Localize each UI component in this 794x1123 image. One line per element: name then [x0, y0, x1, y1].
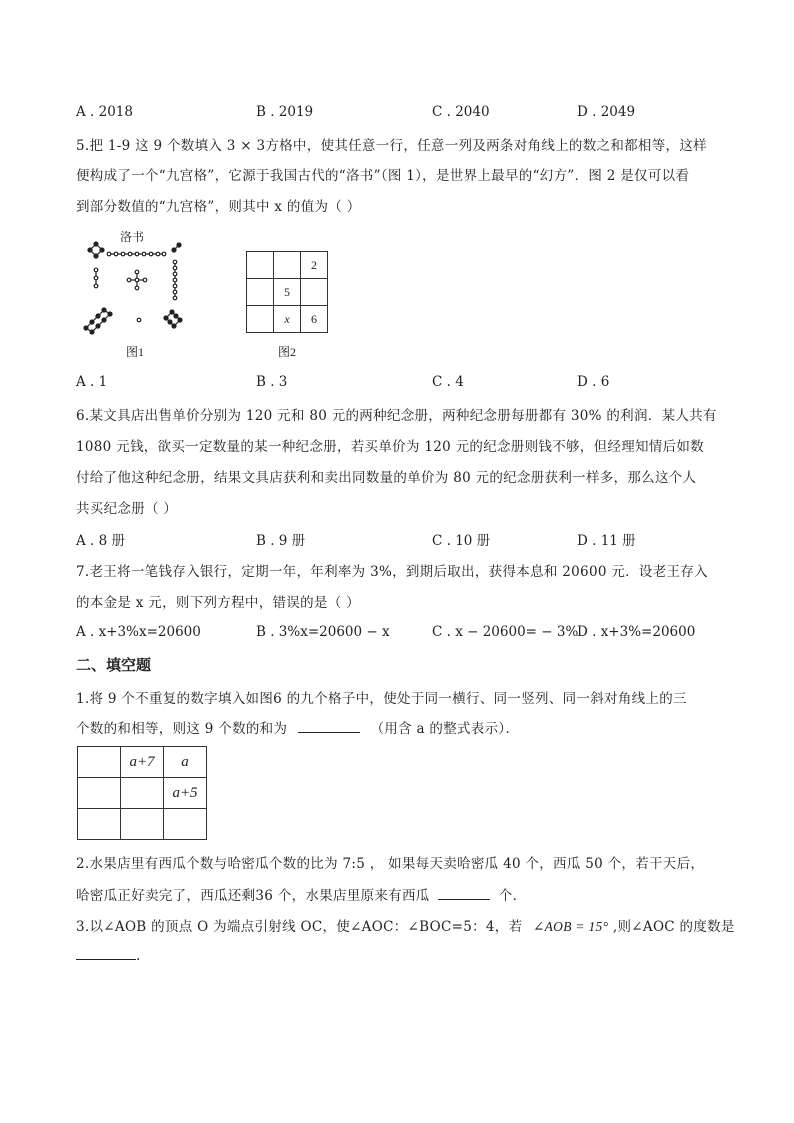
f1-cell [121, 809, 164, 840]
q4-option-b: B . 2019 [256, 104, 314, 120]
fig2-grid [246, 251, 328, 333]
fig2-cell [247, 252, 274, 279]
q6-option-c: C . 10 册 [432, 533, 491, 549]
q7-text-line-2: 的本金是 x 元，则下列方程中，错误的是（ ） [76, 595, 360, 611]
fig2-cell [301, 279, 328, 306]
q6-text-line-4: 共买纪念册（ ） [76, 501, 178, 517]
fig2-cell: 2 [301, 252, 328, 279]
fig2-cell: 6 [301, 306, 328, 333]
f2-line2-pre: 哈密瓜正好卖完了，西瓜还剩36 个，水果店里原来有西瓜 [76, 888, 430, 904]
fig2-cell [247, 306, 274, 333]
f3-line2-post: . [136, 948, 141, 964]
f1-cell [164, 809, 207, 840]
f2-line2-post: 个． [498, 888, 527, 904]
q6-option-d: D . 11 册 [577, 533, 636, 549]
f3-text-line-1 [76, 915, 735, 935]
f2-text-line-1: 2.水果店里有西瓜个数与哈密瓜个数的比为 7:5 ， 如果每天卖哈密瓜 40 个，西瓜 50 个，若干天后， [76, 856, 705, 872]
answer-blank[interactable] [438, 887, 490, 900]
f1-text-line-1: 1.将 9 个不重复的数字填入如图6 的九个格子中，使处于同一横行、同一竖列、同一斜对角线上的三 [76, 691, 687, 707]
q5-text-line-1: 5.把 1-9 这 9 个数填入 3 × 3方格中，使其任意一行，任意一列及两条对角线上的数之和都相等，这样 [76, 138, 707, 154]
q5-text-line-3: 到部分数值的“九宫格”，则其中 x 的值为（ ） [76, 199, 361, 215]
section-title: 二、填空题 [76, 656, 152, 674]
f1-cell: a [164, 747, 207, 778]
fig2-cell [274, 252, 301, 279]
f1-grid [77, 746, 207, 840]
f1-line2-pre: 个数的和相等，则这 9 个数的和为 [76, 721, 288, 737]
q7-option-d: D . x+3%=20600 [577, 624, 696, 640]
f1-cell: a+7 [121, 747, 164, 778]
answer-blank[interactable] [76, 947, 136, 960]
f2-text-line-2 [76, 884, 526, 904]
q4-option-a: A . 2018 [76, 104, 133, 120]
f3-line1-pre: 3.以∠AOB 的顶点 O 为端点引射线 OC，使∠AOC：∠BOC=5：4，若 [76, 919, 523, 935]
q4-option-d: D . 2049 [577, 104, 636, 120]
f3-line1-post: ,则∠AOC 的度数是 [612, 919, 735, 935]
f1-cell: a+5 [164, 778, 207, 809]
f3-text-line-2 [76, 947, 141, 964]
fig1-title: 洛书 [120, 230, 145, 244]
answer-blank[interactable] [298, 720, 360, 733]
fig2-caption: 图2 [278, 345, 297, 359]
q6-text-line-1: 6.某文具店出售单价分别为 120 元和 80 元的两种纪念册，两种纪念册每册都有 30% 的利润．某人共有 [76, 408, 717, 424]
q5-option-c: C . 4 [432, 374, 464, 390]
q5-option-a: A . 1 [76, 374, 108, 390]
q7-option-c: C . x − 20600= − 3% [432, 624, 579, 640]
q6-text-line-3: 付给了他这种纪念册，结果文具店获利和卖出同数量的单价为 80 元的纪念册获利一样多，那么这个人 [76, 470, 697, 486]
q5-text-line-2: 便构成了一个“九宫格”，它源于我国古代的“洛书”（图 1），是世界上最早的“幻方”．图 2 是仅可以看 [76, 168, 690, 184]
fig2-cell [247, 279, 274, 306]
q4-option-c: C . 2040 [432, 104, 490, 120]
f1-text-line-2 [76, 717, 519, 737]
q6-option-b: B . 9 册 [256, 533, 306, 549]
fig1-caption: 图1 [126, 345, 145, 359]
q5-option-b: B . 3 [256, 374, 288, 390]
fig2-cell: 5 [274, 279, 301, 306]
luoshu-figure [82, 240, 192, 340]
q6-option-a: A . 8 册 [76, 533, 126, 549]
q5-option-d: D . 6 [577, 374, 610, 390]
q7-text-line-1: 7.老王将一笔钱存入银行，定期一年，年利率为 3%，到期后取出，获得本息和 20600 元．设老王存入 [76, 564, 708, 580]
q6-text-line-2: 1080 元钱，欲买一定数量的某一种纪念册，若买单价为 120 元的纪念册则钱不够，但经理知情后如数 [76, 439, 704, 455]
f3-angle-expression: ∠AOB = 15° [532, 919, 609, 934]
f1-cell [78, 809, 121, 840]
q7-option-a: A . x+3%x=20600 [76, 624, 201, 640]
q7-option-b: B . 3%x=20600 − x [256, 624, 390, 640]
f1-line2-post: （用含 a 的整式表示）． [370, 721, 520, 737]
f1-cell [78, 747, 121, 778]
f1-cell [78, 778, 121, 809]
fig2-cell: x [274, 306, 301, 333]
f1-cell [121, 778, 164, 809]
